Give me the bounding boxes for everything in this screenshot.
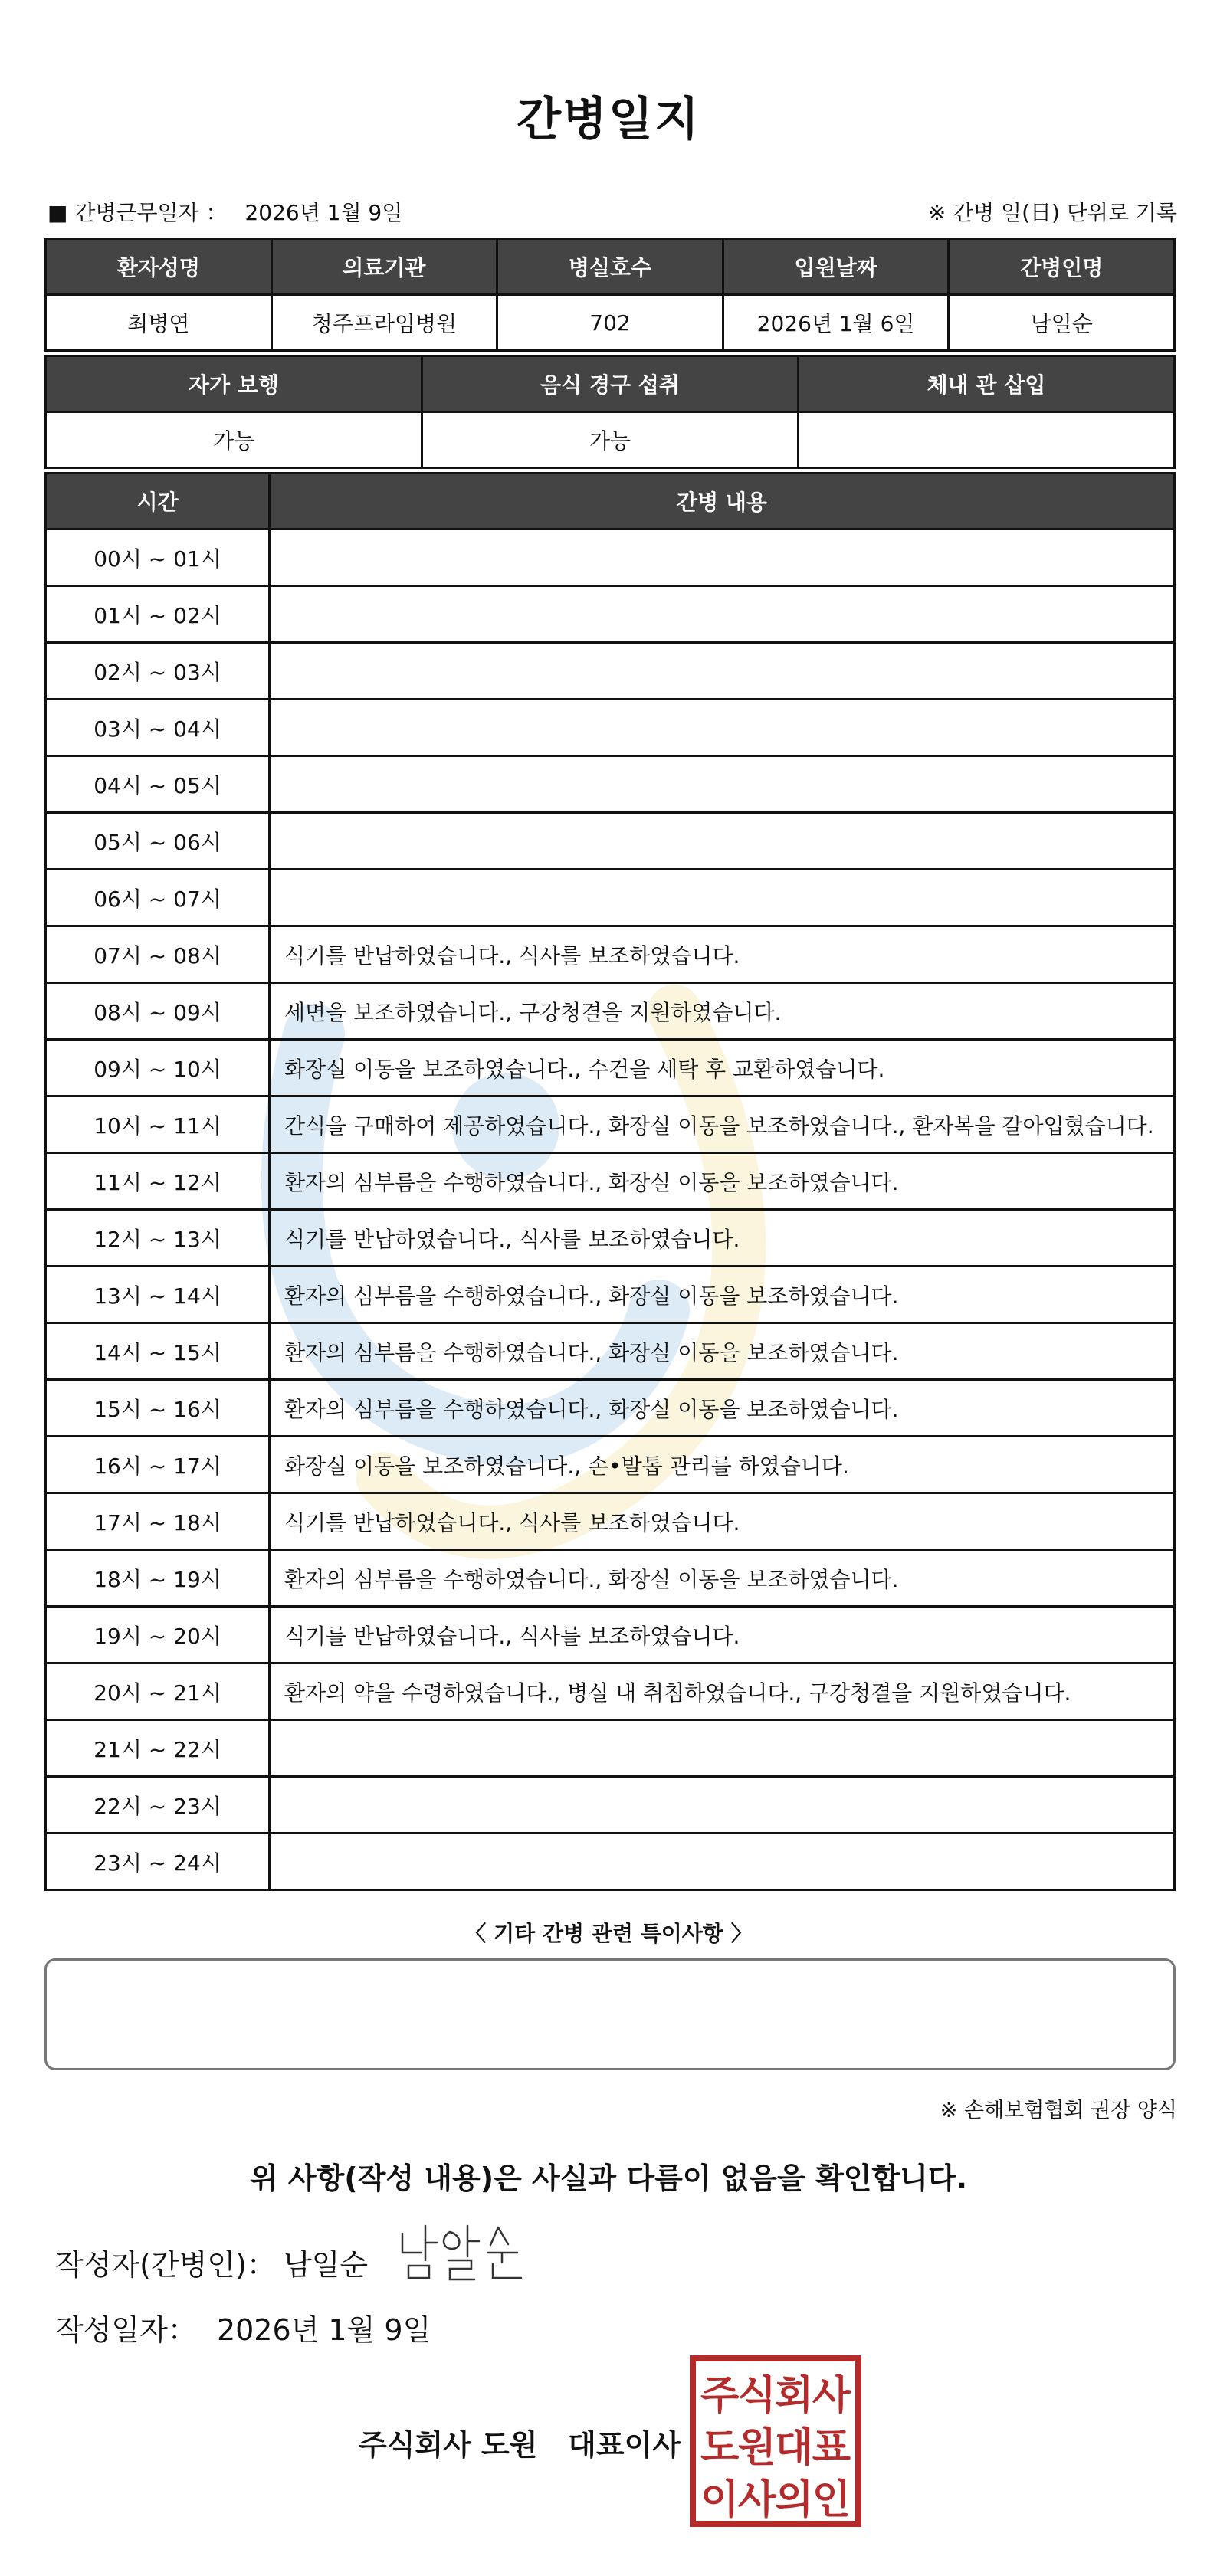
time-slot: 18시 ~ 19시 [46, 1550, 270, 1607]
table-row [46, 1777, 1175, 1834]
table-row [46, 1437, 1175, 1493]
table-row [46, 1607, 1175, 1663]
care-content: 세면을 보조하였습니다., 구강청결을 지원하였습니다. [270, 983, 1175, 1040]
header-time: 시간 [46, 474, 270, 529]
time-slot: 01시 ~ 02시 [46, 586, 270, 643]
table-row [46, 1096, 1175, 1153]
ability-table [44, 355, 1176, 469]
time-slot: 00시 ~ 01시 [46, 529, 270, 586]
table-row [46, 700, 1175, 756]
time-slot: 22시 ~ 23시 [46, 1777, 270, 1834]
time-slot: 14시 ~ 15시 [46, 1323, 270, 1380]
time-slot: 07시 ~ 08시 [46, 926, 270, 983]
time-slot: 02시 ~ 03시 [46, 643, 270, 700]
table-row [46, 1550, 1175, 1607]
work-date-line [48, 196, 402, 227]
time-slot: 19시 ~ 20시 [46, 1607, 270, 1663]
confirmation-statement: 위 사항(작성 내용)은 사실과 다름이 없음을 확인합니다. [249, 2161, 968, 2195]
header-hospital: 의료기관 [271, 239, 497, 295]
patient-name: 최병연 [46, 295, 272, 351]
written-date-value: 2026년 1월 9일 [216, 2313, 431, 2347]
care-content: 화장실 이동을 보조하였습니다., 수건을 세탁 후 교환하였습니다. [270, 1040, 1175, 1096]
care-content [270, 529, 1175, 586]
table-row [46, 983, 1175, 1040]
care-content [270, 756, 1175, 813]
time-slot: 15시 ~ 16시 [46, 1380, 270, 1437]
care-content [270, 1834, 1175, 1890]
care-content: 환자의 심부름을 수행하였습니다., 화장실 이동을 보조하였습니다. [270, 1550, 1175, 1607]
writer-label: 작성자(간병인)： [55, 2248, 276, 2282]
patient-info-table [44, 238, 1176, 352]
table-row [46, 1153, 1175, 1210]
care-content [270, 643, 1175, 700]
time-slot: 08시 ~ 09시 [46, 983, 270, 1040]
table-row [46, 1210, 1175, 1267]
care-content: 식기를 반납하였습니다., 식사를 보조하였습니다. [270, 926, 1175, 983]
table-row [46, 1720, 1175, 1777]
written-date-line [55, 2306, 431, 2348]
company-seal [688, 2354, 863, 2528]
table-row [46, 529, 1175, 586]
seal-line-3: 이사의인 [700, 2477, 851, 2523]
record-unit-note: ※ 간병 일(日) 단위로 기록 [927, 200, 1177, 225]
table-row [46, 643, 1175, 700]
care-content: 환자의 약을 수령하였습니다., 병실 내 취침하였습니다., 구강청결을 지원하였습니다. [270, 1663, 1175, 1720]
time-slot: 16시 ~ 17시 [46, 1437, 270, 1493]
seal-line-2: 도원대표 [700, 2425, 851, 2471]
company-name: 주식회사 도원 대표이사 [359, 2428, 681, 2462]
care-content [270, 700, 1175, 756]
table-row [46, 870, 1175, 926]
time-slot: 13시 ~ 14시 [46, 1267, 270, 1323]
header-tube-insertion: 체내 관 삽입 [799, 356, 1175, 412]
time-slot: 06시 ~ 07시 [46, 870, 270, 926]
time-slot: 23시 ~ 24시 [46, 1834, 270, 1890]
table-row [46, 1493, 1175, 1550]
table-row [46, 1834, 1175, 1890]
time-slot: 21시 ~ 22시 [46, 1720, 270, 1777]
care-log-table [44, 472, 1176, 1891]
care-content: 식기를 반납하였습니다., 식사를 보조하였습니다. [270, 1607, 1175, 1663]
special-notes-title: 〈 기타 간병 관련 특이사항 〉 [464, 1921, 753, 1946]
written-date-label: 작성일자： [55, 2313, 197, 2347]
care-content: 식기를 반납하였습니다., 식사를 보조하였습니다. [270, 1210, 1175, 1267]
work-date-value: 2026년 1월 9일 [244, 200, 403, 225]
time-slot: 05시 ~ 06시 [46, 813, 270, 870]
tube-insertion-value [799, 412, 1175, 468]
table-row [46, 1380, 1175, 1437]
header-room-number: 병실호수 [497, 239, 723, 295]
header-oral-intake: 음식 경구 섭취 [422, 356, 799, 412]
table-row [46, 926, 1175, 983]
time-slot: 10시 ~ 11시 [46, 1096, 270, 1153]
care-content [270, 586, 1175, 643]
admission-date: 2026년 1월 6일 [723, 295, 949, 351]
oral-intake-value: 가능 [422, 412, 799, 468]
care-content: 환자의 심부름을 수행하였습니다., 화장실 이동을 보조하였습니다. [270, 1380, 1175, 1437]
page-title: 간병일지 [517, 93, 700, 146]
handwritten-signature [395, 2218, 533, 2287]
header-admission-date: 입원날짜 [723, 239, 949, 295]
care-content [270, 1720, 1175, 1777]
table-row [46, 1323, 1175, 1380]
care-content: 환자의 심부름을 수행하였습니다., 화장실 이동을 보조하였습니다. [270, 1267, 1175, 1323]
time-slot: 17시 ~ 18시 [46, 1493, 270, 1550]
seal-line-1: 주식회사 [700, 2373, 851, 2419]
room-number: 702 [497, 295, 723, 351]
time-slot: 11시 ~ 12시 [46, 1153, 270, 1210]
writer-name: 남일순 [284, 2248, 369, 2282]
table-row [46, 813, 1175, 870]
time-slot: 20시 ~ 21시 [46, 1663, 270, 1720]
self-walking-value: 가능 [46, 412, 422, 468]
work-date-label: ■ 간병근무일자 ： [48, 200, 228, 225]
header-care-content: 간병 내용 [270, 474, 1175, 529]
care-content [270, 870, 1175, 926]
time-slot: 04시 ~ 05시 [46, 756, 270, 813]
care-content: 화장실 이동을 보조하였습니다., 손•발톱 관리를 하였습니다. [270, 1437, 1175, 1493]
form-source-note: ※ 손해보험협회 권장 양식 [940, 2099, 1177, 2122]
care-content: 환자의 심부름을 수행하였습니다., 화장실 이동을 보조하였습니다. [270, 1323, 1175, 1380]
table-row [46, 586, 1175, 643]
time-slot: 09시 ~ 10시 [46, 1040, 270, 1096]
care-content: 식기를 반납하였습니다., 식사를 보조하였습니다. [270, 1493, 1175, 1550]
care-content [270, 813, 1175, 870]
caregiver-name: 남일순 [949, 295, 1175, 351]
header-patient-name: 환자성명 [46, 239, 272, 295]
special-notes-box [44, 1958, 1176, 2070]
care-content: 환자의 심부름을 수행하였습니다., 화장실 이동을 보조하였습니다. [270, 1153, 1175, 1210]
header-caregiver-name: 간병인명 [949, 239, 1175, 295]
table-row [46, 1040, 1175, 1096]
care-content: 간식을 구매하여 제공하였습니다., 화장실 이동을 보조하였습니다., 환자복을 갈아입혔습니다. [270, 1096, 1175, 1153]
table-row [46, 1267, 1175, 1323]
table-row [46, 756, 1175, 813]
company-representative [359, 2421, 681, 2463]
time-slot: 12시 ~ 13시 [46, 1210, 270, 1267]
header-self-walking: 자가 보행 [46, 356, 422, 412]
hospital-name: 청주프라임병원 [271, 295, 497, 351]
care-content [270, 1777, 1175, 1834]
table-row [46, 1663, 1175, 1720]
time-slot: 03시 ~ 04시 [46, 700, 270, 756]
